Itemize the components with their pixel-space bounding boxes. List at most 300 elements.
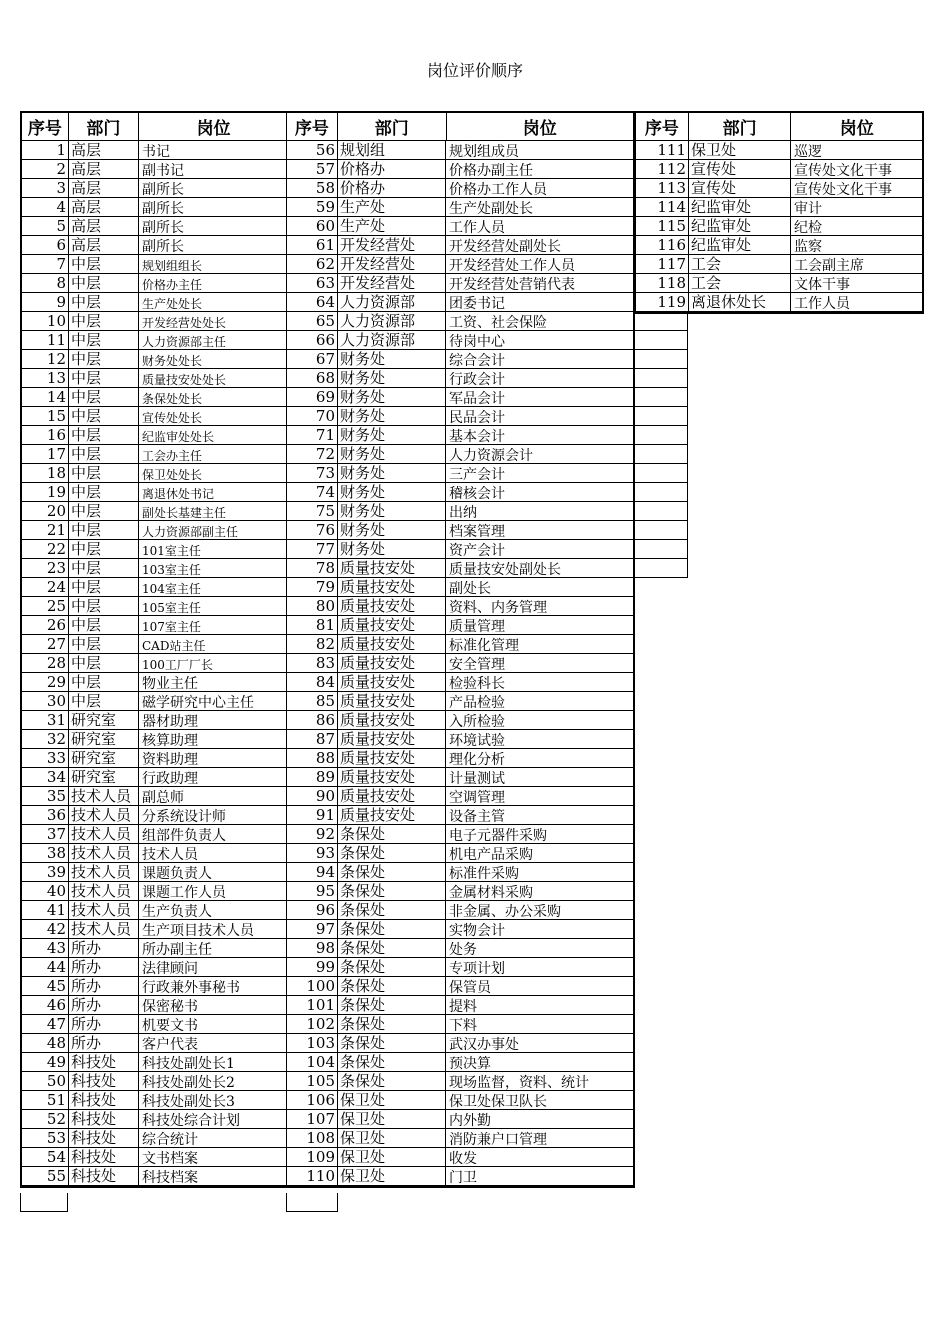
- table-row: [287, 388, 633, 407]
- cell-pos: 质量管理: [445, 616, 632, 634]
- empty-cells-group-3: [634, 312, 688, 578]
- table-row: [287, 787, 633, 806]
- empty-cell: [635, 483, 687, 502]
- table-row: [287, 293, 633, 312]
- cell-num: 40: [46, 882, 66, 900]
- empty-cell: [635, 521, 687, 540]
- table-row: [287, 996, 633, 1015]
- cell-dept: 科技处: [68, 1091, 138, 1109]
- cell-pos: 行政助理: [138, 768, 288, 786]
- cell-dept: 保卫处: [337, 1167, 445, 1185]
- cell-num: 56: [315, 141, 335, 159]
- page-title: 岗位评价顺序: [426, 61, 523, 80]
- cell-pos: 环境试验: [445, 730, 632, 748]
- cell-dept: 中层: [68, 464, 138, 482]
- cell-dept: 技术人员: [68, 787, 138, 805]
- cell-pos: 开发经营处副处长: [445, 236, 632, 254]
- table-row: [22, 217, 288, 236]
- cell-num: 26: [46, 616, 66, 634]
- header-dept: 部门: [337, 113, 446, 140]
- cell-pos: 产品检验: [445, 692, 632, 710]
- cell-num: 35: [46, 787, 66, 805]
- cell-dept: 条保处: [337, 882, 445, 900]
- cell-dept: 财务处: [337, 464, 445, 482]
- cell-num: 85: [315, 692, 335, 710]
- cell-dept: 财务处: [337, 540, 445, 558]
- cell-pos: 副所长: [138, 198, 288, 216]
- cell-num: 25: [46, 597, 66, 615]
- table-header: [22, 113, 288, 141]
- cell-dept: 质量技安处: [337, 616, 445, 634]
- cell-num: 67: [315, 350, 335, 368]
- cell-dept: 高层: [68, 160, 138, 178]
- cell-dept: 中层: [68, 616, 138, 634]
- empty-cell: [635, 350, 687, 369]
- empty-cell-group-2: [286, 1193, 338, 1212]
- table-row: [22, 141, 288, 160]
- header-pos: 岗位: [790, 113, 922, 140]
- cell-num: 83: [315, 654, 335, 672]
- cell-dept: 财务处: [337, 388, 445, 406]
- table-row: [287, 179, 633, 198]
- cell-dept: 中层: [68, 293, 138, 311]
- cell-pos: 标准化管理: [445, 635, 632, 653]
- table-row: [22, 1129, 288, 1148]
- cell-pos: 工会副主席: [790, 255, 921, 273]
- cell-num: 105: [306, 1072, 335, 1090]
- cell-num: 2: [56, 160, 66, 178]
- cell-num: 91: [315, 806, 335, 824]
- cell-pos: 书记: [138, 141, 288, 159]
- cell-dept: 条保处: [337, 844, 445, 862]
- cell-num: 106: [306, 1091, 335, 1109]
- cell-num: 20: [46, 502, 66, 520]
- cell-num: 68: [315, 369, 335, 387]
- table-row: [22, 635, 288, 654]
- table-row: [287, 863, 633, 882]
- cell-num: 48: [46, 1034, 66, 1052]
- cell-num: 19: [46, 483, 66, 501]
- cell-pos: 工作人员: [445, 217, 632, 235]
- cell-pos: 专项计划: [445, 958, 632, 976]
- cell-dept: 中层: [68, 331, 138, 349]
- cell-pos: 资料助理: [138, 749, 288, 767]
- cell-pos: 副所长: [138, 236, 288, 254]
- header-pos: 岗位: [138, 113, 288, 140]
- table-group-3: [634, 111, 924, 314]
- cell-pos: 保管员: [445, 977, 632, 995]
- cell-dept: 质量技安处: [337, 559, 445, 577]
- cell-num: 1: [56, 141, 66, 159]
- table-row: [22, 996, 288, 1015]
- cell-pos: 离退休处书记: [138, 483, 288, 501]
- cell-dept: 中层: [68, 521, 138, 539]
- table-row: [287, 882, 633, 901]
- cell-pos: 行政会计: [445, 369, 632, 387]
- table-row: [287, 635, 633, 654]
- cell-pos: 生产负责人: [138, 901, 288, 919]
- cell-pos: 档案管理: [445, 521, 632, 539]
- cell-num: 101: [306, 996, 335, 1014]
- cell-dept: 中层: [68, 502, 138, 520]
- table-row: [22, 255, 288, 274]
- cell-dept: 所办: [68, 977, 138, 995]
- cell-dept: 技术人员: [68, 901, 138, 919]
- cell-dept: 条保处: [337, 939, 445, 957]
- cell-pos: 副书记: [138, 160, 288, 178]
- cell-dept: 条保处: [337, 996, 445, 1014]
- cell-num: 88: [315, 749, 335, 767]
- table-row: [287, 521, 633, 540]
- table-row: [636, 274, 922, 293]
- cell-dept: 中层: [68, 654, 138, 672]
- empty-cell: [635, 426, 687, 445]
- cell-pos: 组部件负责人: [138, 825, 288, 843]
- cell-dept: 中层: [68, 597, 138, 615]
- cell-pos: 机电产品采购: [445, 844, 632, 862]
- cell-pos: 开发经营处营销代表: [445, 274, 632, 292]
- cell-dept: 质量技安处: [337, 578, 445, 596]
- cell-pos: 所办副主任: [138, 939, 288, 957]
- table-row: [287, 939, 633, 958]
- table-row: [22, 407, 288, 426]
- cell-pos: 质量技安处处长: [138, 369, 288, 387]
- cell-pos: 课题工作人员: [138, 882, 288, 900]
- cell-num: 114: [657, 198, 686, 216]
- table-row: [22, 768, 288, 787]
- table-row: [287, 730, 633, 749]
- cell-num: 117: [657, 255, 686, 273]
- table-row: [22, 331, 288, 350]
- cell-dept: 条保处: [337, 1034, 445, 1052]
- cell-dept: 条保处: [337, 977, 445, 995]
- table-row: [22, 749, 288, 768]
- table-row: [287, 1015, 633, 1034]
- table-row: [636, 179, 922, 198]
- table-row: [287, 977, 633, 996]
- cell-pos: 生产项目技术人员: [138, 920, 288, 938]
- cell-pos: 武汉办事处: [445, 1034, 632, 1052]
- cell-num: 74: [315, 483, 335, 501]
- cell-dept: 宣传处: [688, 160, 790, 178]
- cell-pos: 军品会计: [445, 388, 632, 406]
- cell-dept: 技术人员: [68, 825, 138, 843]
- table-row: [287, 426, 633, 445]
- cell-num: 30: [46, 692, 66, 710]
- cell-num: 55: [46, 1167, 66, 1185]
- table-row: [287, 1129, 633, 1148]
- table-row: [22, 882, 288, 901]
- table-row: [22, 160, 288, 179]
- cell-num: 15: [46, 407, 66, 425]
- cell-pos: 收发: [445, 1148, 632, 1166]
- cell-pos: 金属材料采购: [445, 882, 632, 900]
- cell-pos: 出纳: [445, 502, 632, 520]
- cell-pos: 行政兼外事秘书: [138, 977, 288, 995]
- cell-num: 75: [315, 502, 335, 520]
- table-row: [22, 1110, 288, 1129]
- cell-num: 41: [46, 901, 66, 919]
- cell-pos: 内外勤: [445, 1110, 632, 1128]
- table-row: [287, 1148, 633, 1167]
- cell-pos: 提料: [445, 996, 632, 1014]
- cell-num: 28: [46, 654, 66, 672]
- table-row: [22, 559, 288, 578]
- table-row: [636, 236, 922, 255]
- header-num: 序号: [294, 119, 329, 139]
- cell-num: 97: [315, 920, 335, 938]
- cell-num: 50: [46, 1072, 66, 1090]
- cell-pos: 纪检: [790, 217, 921, 235]
- cell-num: 112: [657, 160, 686, 178]
- cell-dept: 质量技安处: [337, 749, 445, 767]
- table-row: [22, 1148, 288, 1167]
- cell-dept: 所办: [68, 1015, 138, 1033]
- cell-pos: 文书档案: [138, 1148, 288, 1166]
- cell-num: 53: [46, 1129, 66, 1147]
- cell-pos: 综合统计: [138, 1129, 288, 1147]
- cell-dept: 价格办: [337, 179, 445, 197]
- table-row: [287, 1167, 633, 1186]
- table-row: [636, 293, 922, 312]
- cell-num: 71: [315, 426, 335, 444]
- cell-pos: 课题负责人: [138, 863, 288, 881]
- empty-cell-group-1: [20, 1193, 68, 1212]
- cell-dept: 技术人员: [68, 844, 138, 862]
- table-header: [287, 113, 633, 141]
- cell-pos: 价格办主任: [138, 274, 288, 292]
- cell-num: 8: [56, 274, 66, 292]
- table-row: [22, 521, 288, 540]
- cell-num: 100: [306, 977, 335, 995]
- cell-num: 77: [315, 540, 335, 558]
- cell-num: 108: [306, 1129, 335, 1147]
- cell-dept: 科技处: [68, 1148, 138, 1166]
- cell-dept: 中层: [68, 559, 138, 577]
- cell-dept: 中层: [68, 255, 138, 273]
- cell-dept: 保卫处: [337, 1129, 445, 1147]
- table-row: [287, 901, 633, 920]
- cell-num: 7: [56, 255, 66, 273]
- cell-dept: 研究室: [68, 749, 138, 767]
- table-row: [22, 1167, 288, 1186]
- cell-dept: 规划组: [337, 141, 445, 159]
- cell-dept: 中层: [68, 635, 138, 653]
- cell-num: 64: [315, 293, 335, 311]
- cell-pos: 生产处处长: [138, 293, 288, 311]
- cell-dept: 质量技安处: [337, 768, 445, 786]
- cell-num: 37: [46, 825, 66, 843]
- table-row: [287, 407, 633, 426]
- cell-num: 5: [56, 217, 66, 235]
- cell-dept: 所办: [68, 996, 138, 1014]
- table-row: [287, 1091, 633, 1110]
- cell-dept: 中层: [68, 483, 138, 501]
- cell-num: 33: [46, 749, 66, 767]
- cell-num: 109: [306, 1148, 335, 1166]
- cell-num: 32: [46, 730, 66, 748]
- cell-dept: 价格办: [337, 160, 445, 178]
- table-row: [287, 844, 633, 863]
- cell-num: 47: [46, 1015, 66, 1033]
- cell-dept: 质量技安处: [337, 806, 445, 824]
- cell-num: 14: [46, 388, 66, 406]
- cell-pos: 价格办工作人员: [445, 179, 632, 197]
- table-row: [22, 483, 288, 502]
- cell-pos: 核算助理: [138, 730, 288, 748]
- cell-pos: 财务处处长: [138, 350, 288, 368]
- cell-dept: 工会: [688, 274, 790, 292]
- table-row: [22, 977, 288, 996]
- table-row: [22, 654, 288, 673]
- cell-dept: 质量技安处: [337, 673, 445, 691]
- header-num: 序号: [644, 119, 679, 139]
- cell-num: 63: [315, 274, 335, 292]
- cell-pos: 科技处副处长3: [138, 1091, 288, 1109]
- cell-dept: 开发经营处: [337, 274, 445, 292]
- cell-pos: 规划组成员: [445, 141, 632, 159]
- table-row: [287, 274, 633, 293]
- cell-num: 24: [46, 578, 66, 596]
- cell-pos: 资料、内务管理: [445, 597, 632, 615]
- table-row: [287, 198, 633, 217]
- cell-dept: 高层: [68, 236, 138, 254]
- cell-dept: 纪监审处: [688, 236, 790, 254]
- cell-dept: 中层: [68, 388, 138, 406]
- cell-num: 61: [315, 236, 335, 254]
- table-row: [287, 1053, 633, 1072]
- table-row: [287, 673, 633, 692]
- table-row: [22, 179, 288, 198]
- cell-num: 46: [46, 996, 66, 1014]
- cell-pos: 人力资源部主任: [138, 331, 288, 349]
- cell-dept: 财务处: [337, 426, 445, 444]
- empty-cell: [635, 369, 687, 388]
- table-row: [22, 958, 288, 977]
- table-row: [287, 1034, 633, 1053]
- cell-pos: 民品会计: [445, 407, 632, 425]
- cell-dept: 研究室: [68, 768, 138, 786]
- cell-num: 89: [315, 768, 335, 786]
- table-row: [287, 312, 633, 331]
- cell-pos: 机要文书: [138, 1015, 288, 1033]
- cell-pos: 法律顾问: [138, 958, 288, 976]
- cell-num: 60: [315, 217, 335, 235]
- table-row: [22, 616, 288, 635]
- table-row: [22, 1053, 288, 1072]
- cell-pos: 下料: [445, 1015, 632, 1033]
- cell-pos: 计量测试: [445, 768, 632, 786]
- cell-num: 92: [315, 825, 335, 843]
- cell-pos: 处务: [445, 939, 632, 957]
- cell-num: 107: [306, 1110, 335, 1128]
- table-row: [287, 559, 633, 578]
- cell-pos: 消防兼户口管理: [445, 1129, 632, 1147]
- table-row: [287, 369, 633, 388]
- cell-pos: 104室主任: [138, 578, 288, 596]
- table-group-2: [286, 111, 635, 1188]
- cell-num: 17: [46, 445, 66, 463]
- cell-dept: 条保处: [337, 825, 445, 843]
- cell-dept: 财务处: [337, 445, 445, 463]
- cell-dept: 所办: [68, 958, 138, 976]
- cell-num: 45: [46, 977, 66, 995]
- cell-pos: 资产会计: [445, 540, 632, 558]
- cell-dept: 中层: [68, 692, 138, 710]
- table-row: [636, 255, 922, 274]
- cell-num: 84: [315, 673, 335, 691]
- table-body: [287, 141, 633, 1186]
- cell-dept: 科技处: [68, 1129, 138, 1147]
- header-pos: 岗位: [446, 113, 633, 140]
- cell-pos: 器材助理: [138, 711, 288, 729]
- cell-dept: 中层: [68, 540, 138, 558]
- cell-dept: 高层: [68, 179, 138, 197]
- cell-pos: 条保处处长: [138, 388, 288, 406]
- cell-dept: 研究室: [68, 711, 138, 729]
- cell-pos: 待岗中心: [445, 331, 632, 349]
- cell-num: 9: [56, 293, 66, 311]
- cell-dept: 人力资源部: [337, 312, 445, 330]
- cell-num: 59: [315, 198, 335, 216]
- cell-dept: 科技处: [68, 1110, 138, 1128]
- cell-num: 118: [657, 274, 686, 292]
- cell-dept: 保卫处: [688, 141, 790, 159]
- cell-num: 78: [315, 559, 335, 577]
- table-row: [287, 616, 633, 635]
- empty-cell: [635, 407, 687, 426]
- cell-dept: 质量技安处: [337, 692, 445, 710]
- table-header: [636, 113, 922, 141]
- header-dept: 部门: [68, 113, 138, 140]
- table-row: [22, 293, 288, 312]
- cell-num: 87: [315, 730, 335, 748]
- cell-pos: 稽核会计: [445, 483, 632, 501]
- cell-num: 11: [46, 331, 66, 349]
- cell-num: 22: [46, 540, 66, 558]
- cell-dept: 生产处: [337, 198, 445, 216]
- table-row: [22, 1015, 288, 1034]
- cell-num: 23: [46, 559, 66, 577]
- cell-dept: 中层: [68, 426, 138, 444]
- table-row: [636, 160, 922, 179]
- cell-dept: 中层: [68, 445, 138, 463]
- cell-num: 72: [315, 445, 335, 463]
- cell-pos: 客户代表: [138, 1034, 288, 1052]
- cell-num: 90: [315, 787, 335, 805]
- table-row: [22, 787, 288, 806]
- cell-num: 36: [46, 806, 66, 824]
- cell-dept: 中层: [68, 350, 138, 368]
- table-row: [22, 1091, 288, 1110]
- cell-pos: 科技处副处长2: [138, 1072, 288, 1090]
- cell-pos: 103室主任: [138, 559, 288, 577]
- cell-pos: 副总师: [138, 787, 288, 805]
- table-row: [22, 825, 288, 844]
- header-num: 序号: [27, 119, 62, 139]
- table-row: [287, 483, 633, 502]
- table-row: [287, 768, 633, 787]
- cell-dept: 质量技安处: [337, 654, 445, 672]
- cell-pos: 标准件采购: [445, 863, 632, 881]
- cell-num: 76: [315, 521, 335, 539]
- table-row: [287, 255, 633, 274]
- table-row: [22, 426, 288, 445]
- table-body: [636, 141, 922, 312]
- cell-pos: 保卫处保卫队长: [445, 1091, 632, 1109]
- cell-num: 16: [46, 426, 66, 444]
- table-row: [22, 901, 288, 920]
